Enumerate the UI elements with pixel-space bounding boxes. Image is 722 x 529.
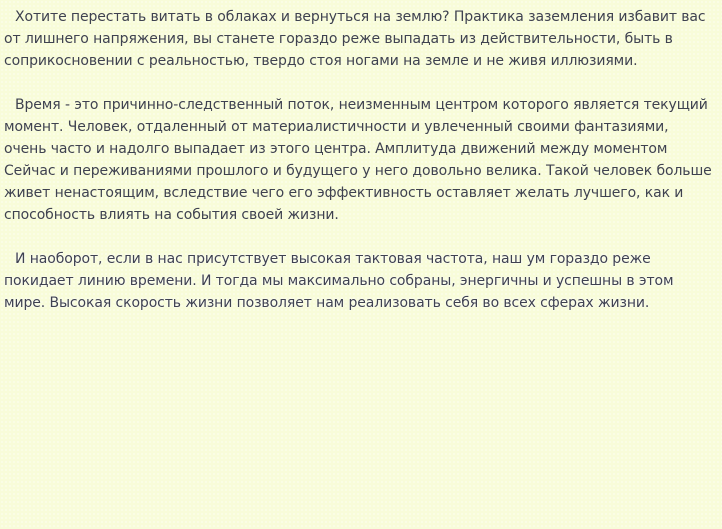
paragraph-high-frequency: И наоборот, если в нас присутствует высокая тактовая частота, наш ум гораздо реже покидает линию времени. И тогда мы максимально собраны, энергичны и успешны в этом мире. Высокая скорость жизни позволяет нам реализовать себя во всех сферах жизни.	[4, 251, 674, 311]
paragraph-grounding-intro: Хотите перестать витать в облаках и вернуться на землю? Практика заземления избавит вас от лишнего напряжения, вы станете гораздо реже выпадать из действительности, быть в соприкосновении с реальностью, твердо стоя ногами на земле и не живя иллюзиями.	[4, 9, 706, 69]
paragraph-time-flow: Время - это причинно-следственный поток, неизменным центром которого является текущий момент. Человек, отдаленный от материалистичности и увлеченный своими фантазиями, очень часто и надолго выпадает из этого центра. Амплитуда движений между моментом Сейчас и переживаниями прошлого и будущего у него довольно велика. Такой человек больше живет ненастоящим, вследствие чего его эффективность оставляет желать лучшего, как и способность влиять на события своей жизни.	[4, 97, 712, 223]
